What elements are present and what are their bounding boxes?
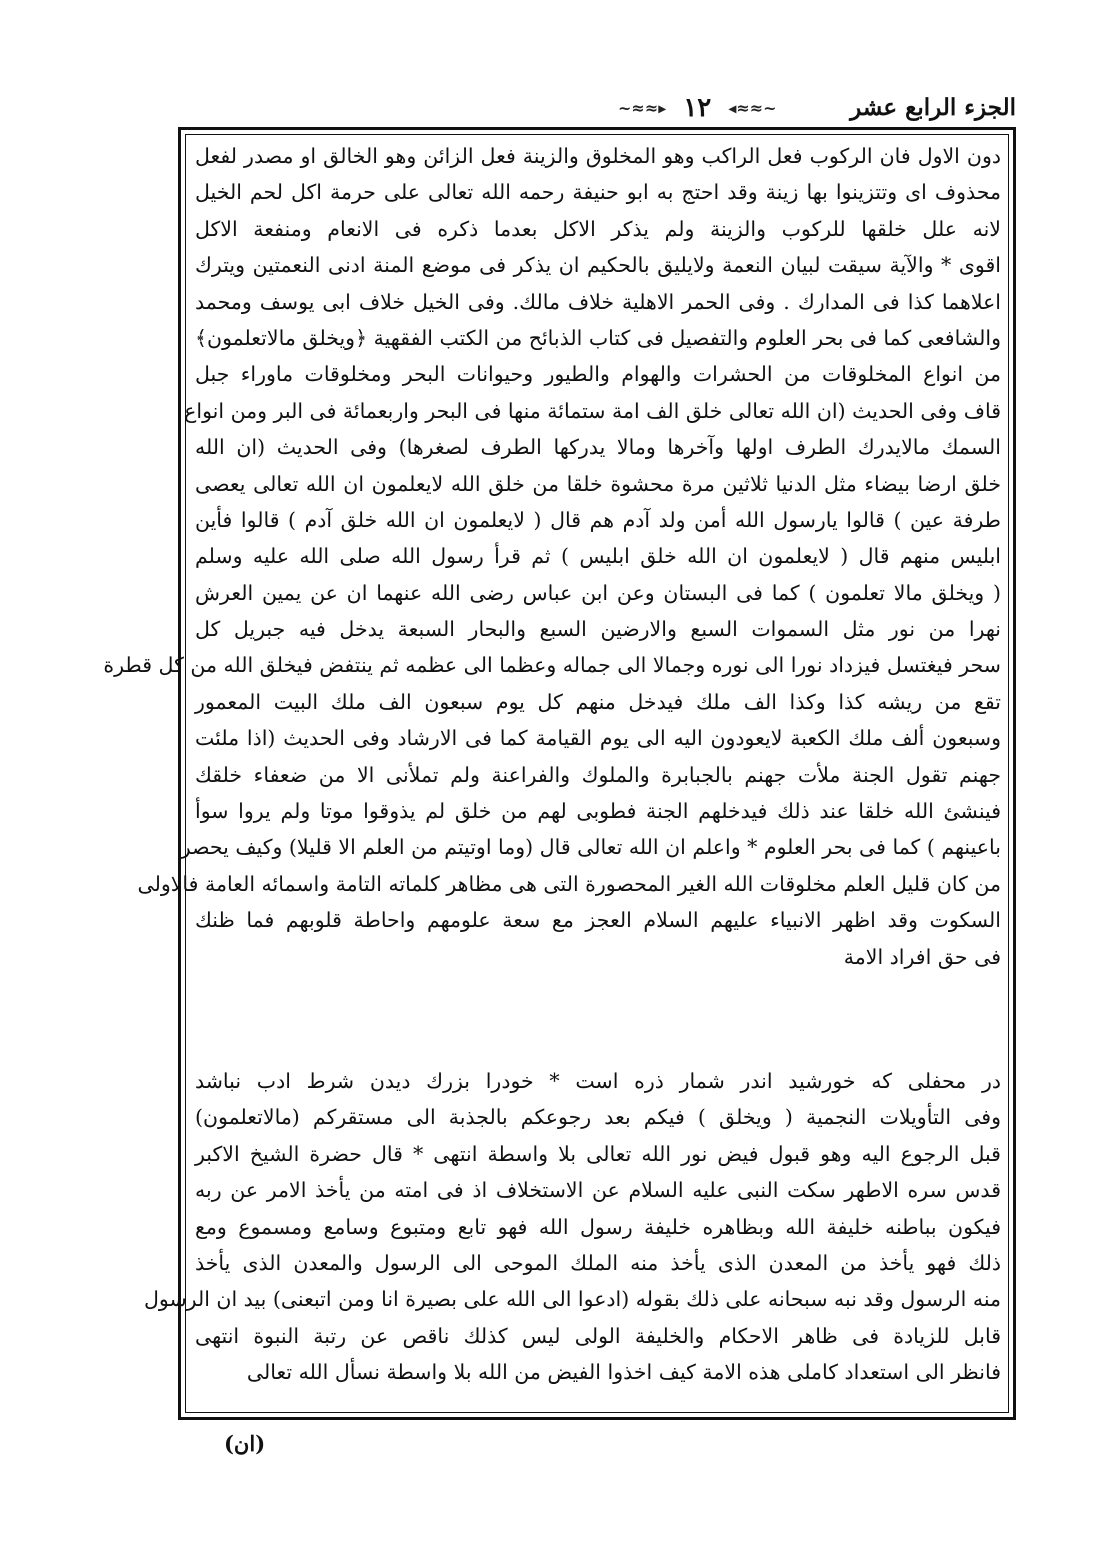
text-line: السكوت وقد اظهر الانبياء عليهم السلام العجز مع سعة علومهم واحاطة قلوبهم فما ظنك bbox=[195, 908, 1001, 933]
text-line: اعلاهما كذا فى المدارك . وفى الحمر الاهلية خلاف مالك. وفى الخيل خلاف ابى يوسف ومحمد bbox=[195, 289, 1001, 314]
text-line: والشافعى كما فى بحر العلوم والتفصيل فى كتاب الذبائح من الكتب الفقهية ﴿ويخلق مالاتعلمون﴾ bbox=[195, 325, 1001, 350]
text-line: محذوف اى وتتزينوا بها زينة وقد احتج به ابو حنيفة رحمه الله تعالى على حرمة اكل لحم الخيل bbox=[195, 180, 1001, 205]
text-line: اقوى * والآية سيقت لبيان النعمة ولايليق بالحكيم ان يذكر فى موضع المنة ادنى النعمتين ويترك bbox=[195, 253, 1001, 278]
text-line: ( ويخلق مالا تعلمون ) كما فى البستان وعن ابن عباس رضى الله عنهما ان عن يمين العرش bbox=[195, 580, 1001, 605]
text-line: لانه علل خلقها للركوب والزينة ولم يذكر الاكل بعدما ذكره فى الانعام ومنفعة الاكل bbox=[195, 216, 1001, 241]
text-line: قاف وفى الحديث (ان الله تعالى خلق الف امة ستمائة منها فى البحر واربعمائة فى البر ومن انواع bbox=[184, 398, 1001, 423]
text-line: ذلك فهو يأخذ من المعدن الذى يأخذ منه الملك الموحى الى الرسول والمعدن الذى يأخذ bbox=[195, 1250, 1001, 1275]
text-line: باعينهم ) كما فى بحر العلوم * واعلم ان الله تعالى قال (وما اوتيتم من العلم الا قليلا) وكيف يحصر bbox=[180, 835, 1001, 860]
text-line: جهنم تقول الجنة ملأت جهنم بالجبابرة والملوك والفراعنة ولم تملأنى الا من ضعفاء خلقك bbox=[195, 762, 1001, 787]
page-header bbox=[178, 92, 1016, 132]
text-line: نهرا من نور مثل السموات السبع والارضين السبع والبحار السبعة يدخل فيه جبريل كل bbox=[195, 617, 1001, 642]
text-line: من كان قليل العلم مخلوقات الله الغير المحصورة التى هى مظاهر كلماته التامة واسمائه العامة فالاولى bbox=[137, 871, 1001, 896]
text-line: وسبعون ألف ملك الكعبة لايعودون اليه الى يوم القيامة كما فى الارشاد وفى الحديث (اذا ملئت bbox=[195, 726, 1001, 751]
text-line: فينشئ الله خلقا عند ذلك فيدخلهم الجنة فطوبى لهم من خلق لم يذوقوا موتا ولم يروا سوأ bbox=[195, 799, 1001, 824]
text-line: من انواع المخلوقات من الحشرات والهوام والطيور وحيوانات البحر ومخلوقات ماوراء جبل bbox=[195, 362, 1001, 387]
text-line: فيكون بباطنه خليفة الله وبظاهره خليفة رسول الله فهو تابع ومتبوع وسامع ومسموع ومع bbox=[195, 1214, 1001, 1239]
text-line: فى حق افراد الامة bbox=[843, 944, 1001, 969]
main-text-continued bbox=[143, 1063, 1001, 1391]
text-line: دون الاول فان الركوب فعل الراكب وهو المخلوق والزينة فعل الزائن وهو الخالق او مصدر لفعل bbox=[195, 144, 1001, 168]
text-line: طرفة عين ) قالوا يارسول الله أمن ولد آدم هم قال ( لايعلمون ان الله خلق آدم ) قالوا فأين bbox=[195, 507, 1001, 532]
page-number bbox=[618, 92, 777, 123]
text-line: در محفلى كه خورشيد اندر شمار ذره است * خودرا بزرك ديدن شرط ادب نباشد bbox=[195, 1069, 1001, 1093]
text-line: تقع من ريشه كذا وكذا الف ملك فيدخل منهم كل يوم سبعون الف ملك البيت المعمور bbox=[195, 689, 1001, 714]
part-title: الجزء الرابع عشر bbox=[850, 94, 1016, 121]
text-line: فانظر الى استعداد كاملى هذه الامة كيف اخذوا الفيض من الله بلا واسطة نسأل الله تعالى bbox=[246, 1360, 1001, 1385]
main-text bbox=[103, 138, 1001, 975]
text-line: السمك مالايدرك الطرف اولها وآخرها ومالا يدركها الطرف لصغرها) وفى الحديث (ان الله bbox=[195, 435, 1001, 460]
text-line: قابل للزيادة فى ظاهر الاحكام والخليفة الولى ليس كذلك ناقص عن رتبة النبوة انتهى bbox=[195, 1323, 1001, 1348]
text-line: قدس سره الاطهر سكت النبى عليه السلام عن الاستخلاف اذ فى امته من يأخذ الامر عن ربه bbox=[195, 1178, 1001, 1203]
left-ornament: ~≈≈▸ bbox=[618, 98, 667, 118]
page-number-value: ١٢ bbox=[683, 93, 712, 123]
catchword: (ان) bbox=[224, 1431, 266, 1456]
text-line: قبل الرجوع اليه وهو قبول فيض نور الله تعالى بلا واسطة انتهى * قال حضرة الشيخ الاكبر bbox=[195, 1141, 1001, 1166]
text-line: منه الرسول وقد نبه سبحانه على ذلك بقوله (ادعوا الى الله على بصيرة انا ومن اتبعنى) بيد ان الرسول bbox=[143, 1287, 1001, 1312]
right-ornament: ◂≈≈~ bbox=[728, 98, 777, 118]
text-line: خلق ارضا بيضاء مثل الدنيا ثلاثين مرة محشوة خلقا من خلق الله لايعلمون ان الله تعالى يعصى bbox=[195, 471, 1001, 496]
text-line: وفى التأويلات النجمية ( ويخلق ) فيكم بعد رجوعكم بالجذبة الى مستقركم (مالاتعلمون) bbox=[195, 1105, 1001, 1130]
text-line: ابليس منهم قال ( لايعلمون ان الله خلق ابليس ) ثم قرأ رسول الله صلى الله عليه وسلم bbox=[195, 544, 1001, 569]
text-line: سحر فيغتسل فيزداد نورا الى نوره وجمالا الى جماله وعظما الى عظمه ثم ينتفض فيخلق الله من كل قطرة bbox=[103, 653, 1001, 678]
